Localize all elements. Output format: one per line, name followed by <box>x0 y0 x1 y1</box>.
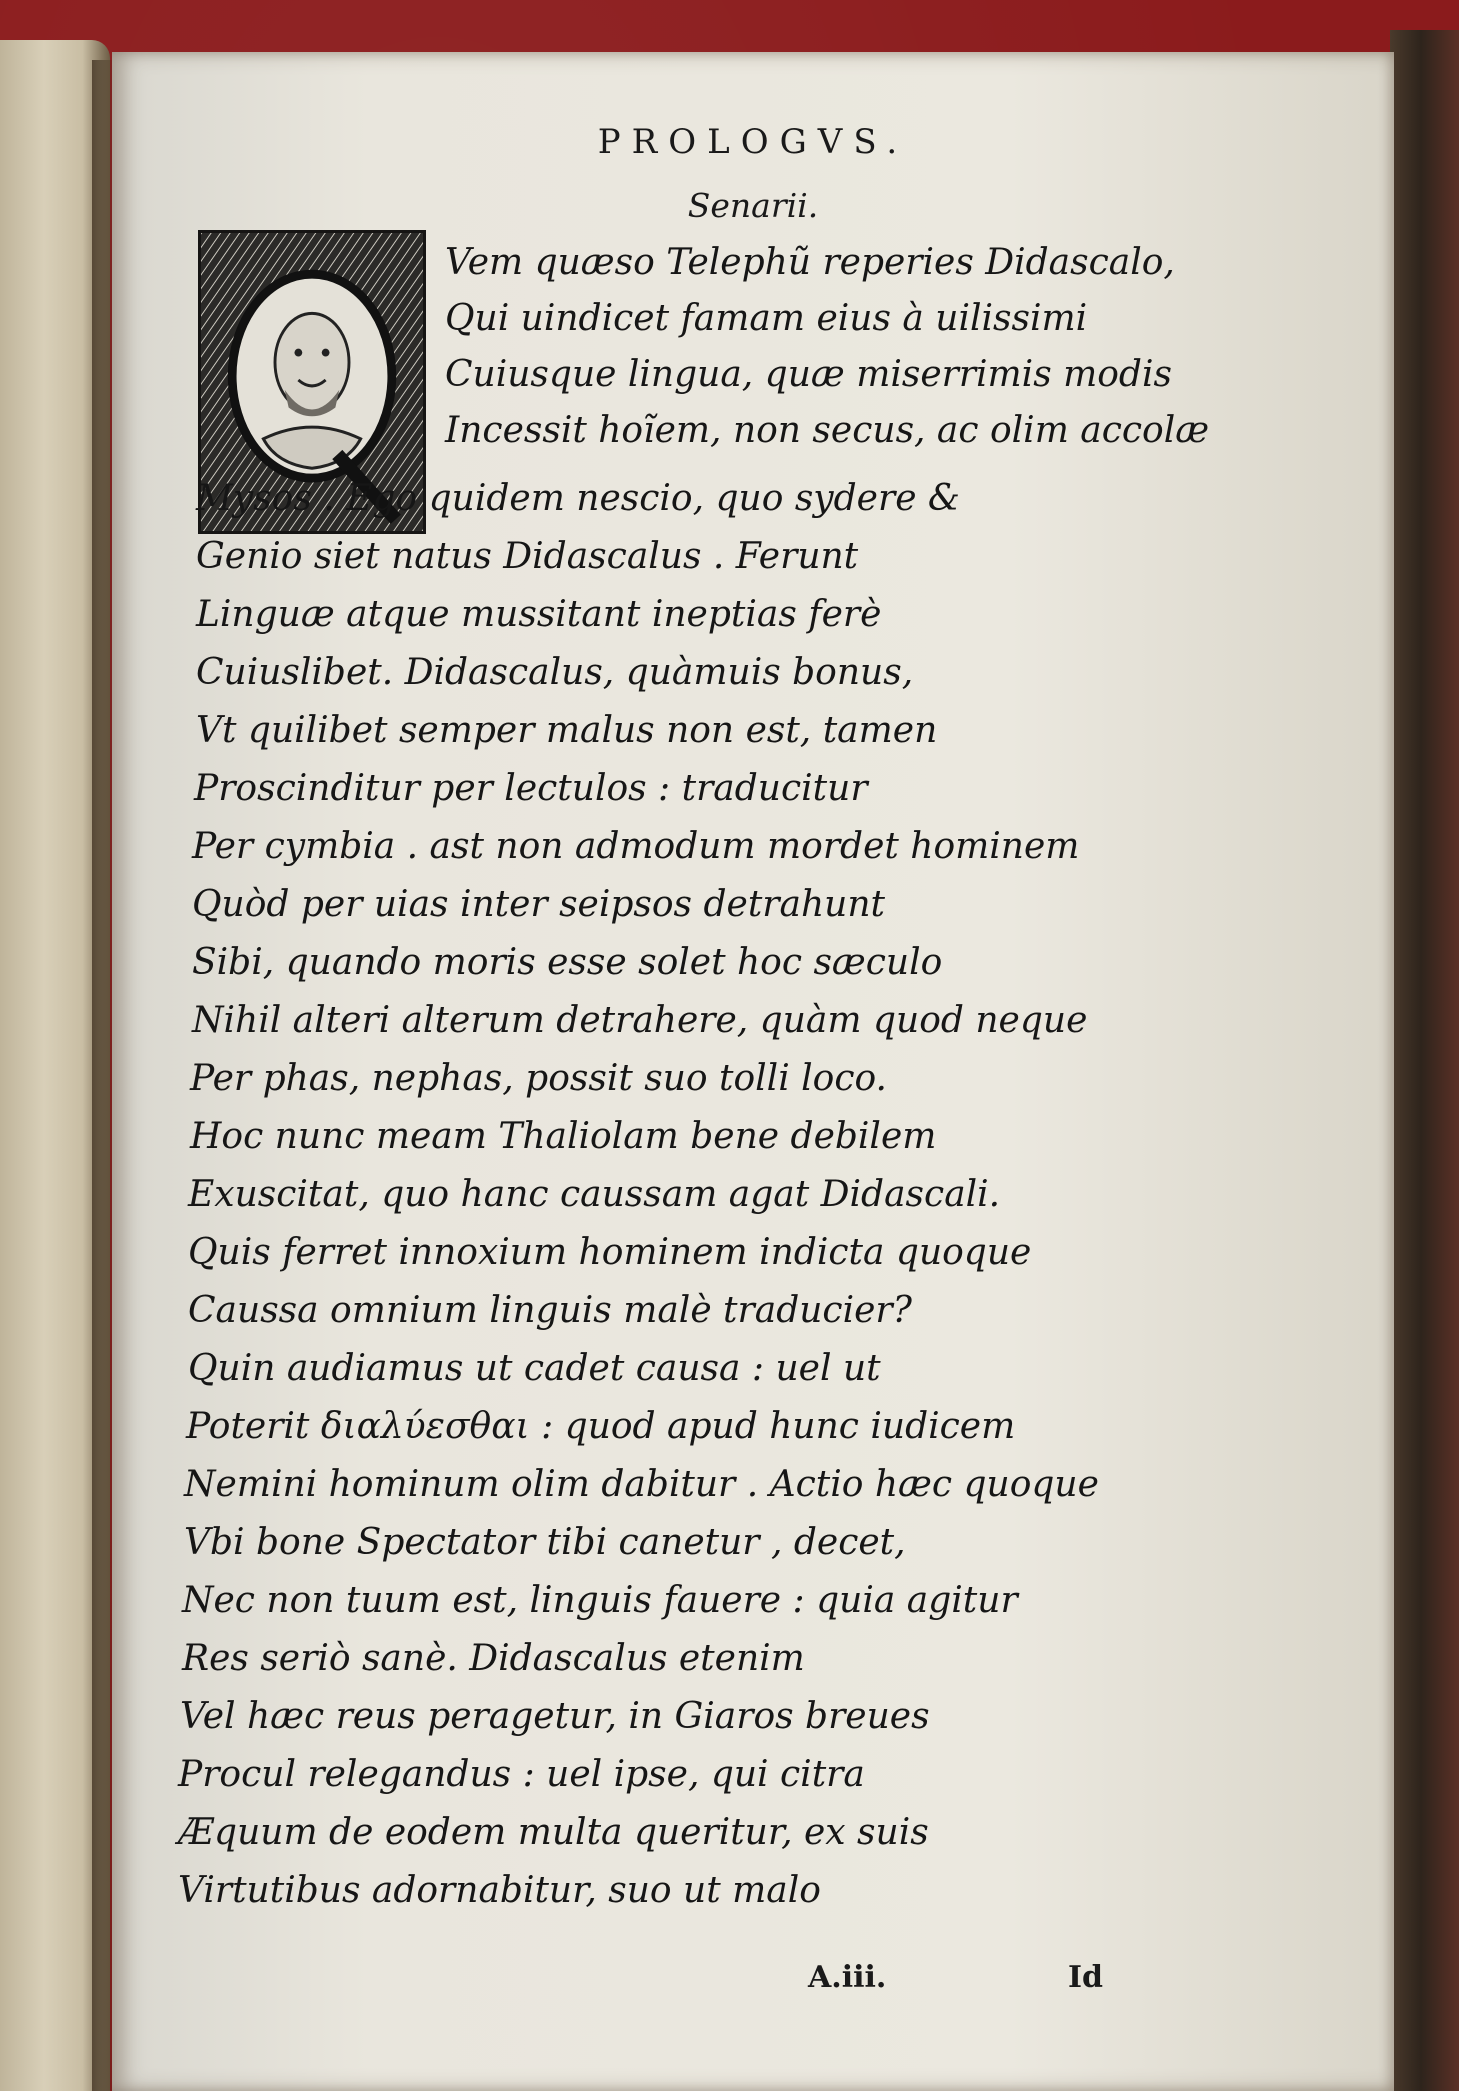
verse-line: Sibi, quando moris esse solet hoc sæculo <box>192 942 943 983</box>
signature-mark: A.iii. <box>808 1960 887 1995</box>
verse-line: Exuscitat, quo hanc caussam agat Didascali. <box>188 1174 1001 1215</box>
verse-line: Incessit hoĩem, non secus, ac olim accolæ <box>445 410 1210 451</box>
verse-line: Vt quilibet semper malus non est, tamen <box>196 710 938 751</box>
book-cover-edge <box>1390 30 1459 2091</box>
verse-line: Nihil alteri alterum detrahere, quàm quod neque <box>192 1000 1088 1041</box>
verse-line: Per phas, nephas, possit suo tolli loco. <box>190 1058 887 1099</box>
verse-line: Quis ferret innoxium hominem indicta quoque <box>188 1232 1032 1273</box>
running-head: PROLOGVS. <box>597 122 909 162</box>
verse-line: Poterit διαλύεσθαι : quod apud hunc iudicem <box>186 1406 1016 1447</box>
verse-line: Hoc nunc meam Thaliolam bene debilem <box>190 1116 937 1157</box>
verse-line: Cuiuslibet. Didascalus, quàmuis bonus, <box>196 652 914 693</box>
verse-line: Per cymbia . ast non admodum mordet hominem <box>192 826 1080 867</box>
verse-line: Æquum de eodem multa queritur, ex suis <box>178 1812 929 1853</box>
verse-line: Genio siet natus Didascalus . Ferunt <box>196 536 859 577</box>
verse-line: Vel hæc reus peragetur, in Giaros breues <box>180 1696 930 1737</box>
verse-line: Vbi bone Spectator tibi canetur , decet, <box>184 1522 906 1563</box>
verse-line: Nemini hominum olim dabitur . Actio hæc quoque <box>184 1464 1099 1505</box>
verse-line: Vem quæso Telephũ reperies Didascalo, <box>445 242 1175 283</box>
verse-line: Proscinditur per lectulos : traducitur <box>194 768 868 809</box>
section-subhead: Senarii. <box>687 186 819 225</box>
verse-line: Quin audiamus ut cadet causa : uel ut <box>188 1348 881 1389</box>
verse-line: Cuiusque lingua, quæ miserrimis modis <box>445 354 1172 395</box>
catchword: Id <box>1068 1960 1104 1995</box>
verse-line: Qui uindicet famam eius à uilissimi <box>445 298 1088 339</box>
verse-line: Virtutibus adornabitur, suo ut malo <box>178 1870 821 1911</box>
verse-line: Mysos . Ego quidem nescio, quo sydere & <box>196 478 960 519</box>
verse-line: Res seriò sanè. Didascalus etenim <box>182 1638 805 1679</box>
verse-line: Nec non tuum est, linguis fauere : quia agitur <box>182 1580 1018 1621</box>
verse-line: Linguæ atque mussitant ineptias ferè <box>196 594 882 635</box>
verse-line: Caussa omnium linguis malè traducier? <box>188 1290 912 1331</box>
verse-line: Procul relegandus : uel ipse, qui citra <box>178 1754 865 1795</box>
verse-line: Quòd per uias inter seipsos detrahunt <box>192 884 885 925</box>
